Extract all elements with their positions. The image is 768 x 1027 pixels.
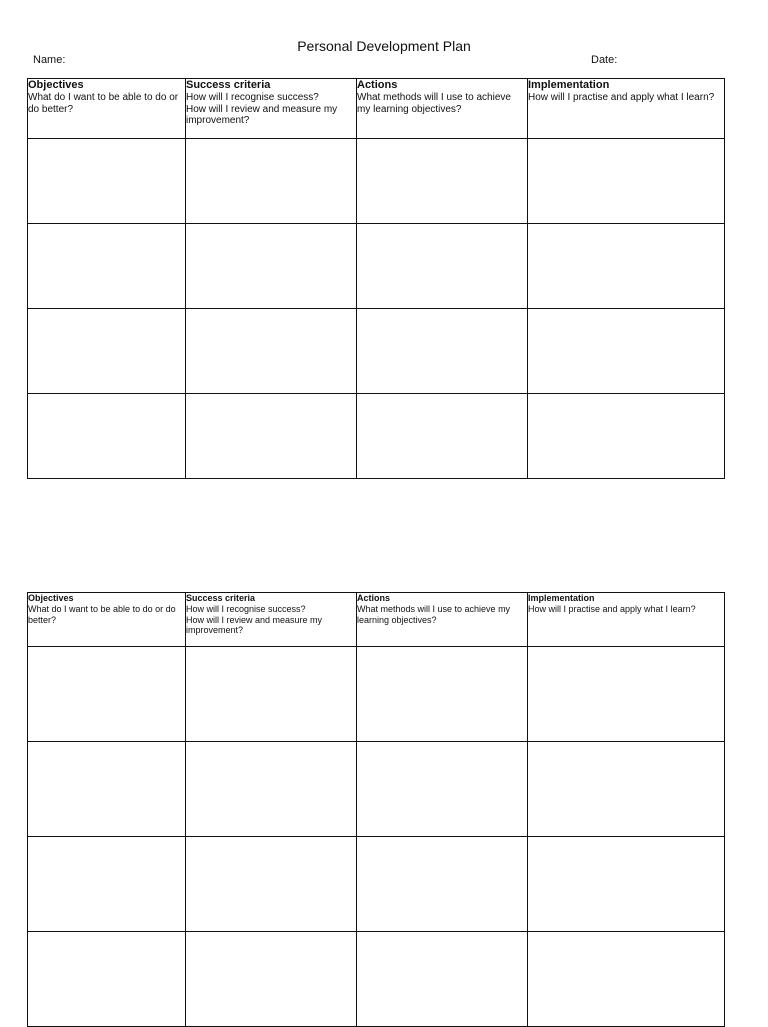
- table-row: [28, 224, 725, 309]
- header-cell-success-criteria: [186, 79, 357, 139]
- column-title: Implementation: [528, 79, 610, 91]
- success-criteria-cell[interactable]: [186, 394, 357, 479]
- column-subtitle: What methods will I use to achieve my learning objectives?: [357, 604, 511, 625]
- table-row: [28, 139, 725, 224]
- actions-cell[interactable]: [357, 139, 528, 224]
- objectives-cell[interactable]: [28, 224, 186, 309]
- success-criteria-cell[interactable]: [186, 647, 357, 742]
- actions-cell[interactable]: [357, 224, 528, 309]
- actions-cell[interactable]: [357, 837, 528, 932]
- column-title: Actions: [357, 79, 398, 91]
- column-title: Implementation: [528, 593, 595, 603]
- table-row: [28, 742, 725, 837]
- success-criteria-cell[interactable]: [186, 309, 357, 394]
- column-subtitle: What do I want to be able to do or do better?: [28, 92, 179, 115]
- page-title: Personal Development Plan: [297, 38, 471, 54]
- date-label: Date:: [591, 54, 618, 66]
- name-label: Name:: [33, 54, 66, 66]
- objectives-cell[interactable]: [28, 647, 186, 742]
- implementation-cell[interactable]: [528, 932, 725, 1027]
- table-header-row: [28, 593, 725, 647]
- actions-cell[interactable]: [357, 647, 528, 742]
- implementation-cell[interactable]: [528, 837, 725, 932]
- actions-cell[interactable]: [357, 394, 528, 479]
- header-cell-actions: [357, 593, 528, 647]
- table-row: [28, 837, 725, 932]
- success-criteria-cell[interactable]: [186, 837, 357, 932]
- table-row: [28, 309, 725, 394]
- column-subtitle: How will I recognise success? How will I review and measure my improvement?: [186, 92, 338, 126]
- header-cell-objectives: [28, 79, 186, 139]
- column-subtitle: What do I want to be able to do or do better?: [28, 604, 176, 625]
- header-cell-implementation: [528, 79, 725, 139]
- implementation-cell[interactable]: [528, 647, 725, 742]
- table-row: [28, 394, 725, 479]
- table-row: [28, 932, 725, 1027]
- plan-table-1: [27, 78, 725, 479]
- actions-cell[interactable]: [357, 309, 528, 394]
- table-row: [28, 647, 725, 742]
- success-criteria-cell[interactable]: [186, 932, 357, 1027]
- success-criteria-cell[interactable]: [186, 224, 357, 309]
- implementation-cell[interactable]: [528, 139, 725, 224]
- success-criteria-cell[interactable]: [186, 139, 357, 224]
- implementation-cell[interactable]: [528, 309, 725, 394]
- objectives-cell[interactable]: [28, 742, 186, 837]
- column-title: Success criteria: [186, 593, 256, 603]
- objectives-cell[interactable]: [28, 309, 186, 394]
- implementation-cell[interactable]: [528, 394, 725, 479]
- implementation-cell[interactable]: [528, 742, 725, 837]
- header-cell-success-criteria: [186, 593, 357, 647]
- plan-table-2: [27, 592, 725, 1027]
- column-title: Success criteria: [186, 79, 271, 91]
- column-subtitle: How will I practise and apply what I learn?: [528, 604, 696, 614]
- header-cell-objectives: [28, 593, 186, 647]
- success-criteria-cell[interactable]: [186, 742, 357, 837]
- header-cell-implementation: [528, 593, 725, 647]
- objectives-cell[interactable]: [28, 139, 186, 224]
- actions-cell[interactable]: [357, 742, 528, 837]
- column-title: Actions: [357, 593, 391, 603]
- objectives-cell[interactable]: [28, 932, 186, 1027]
- objectives-cell[interactable]: [28, 394, 186, 479]
- column-title: Objectives: [28, 79, 84, 91]
- implementation-cell[interactable]: [528, 224, 725, 309]
- objectives-cell[interactable]: [28, 837, 186, 932]
- column-subtitle: How will I recognise success? How will I review and measure my improvement?: [186, 604, 323, 635]
- header-cell-actions: [357, 79, 528, 139]
- actions-cell[interactable]: [357, 932, 528, 1027]
- column-subtitle: How will I practise and apply what I learn?: [528, 92, 715, 103]
- column-title: Objectives: [28, 593, 74, 603]
- column-subtitle: What methods will I use to achieve my learning objectives?: [357, 92, 511, 115]
- table-header-row: [28, 79, 725, 139]
